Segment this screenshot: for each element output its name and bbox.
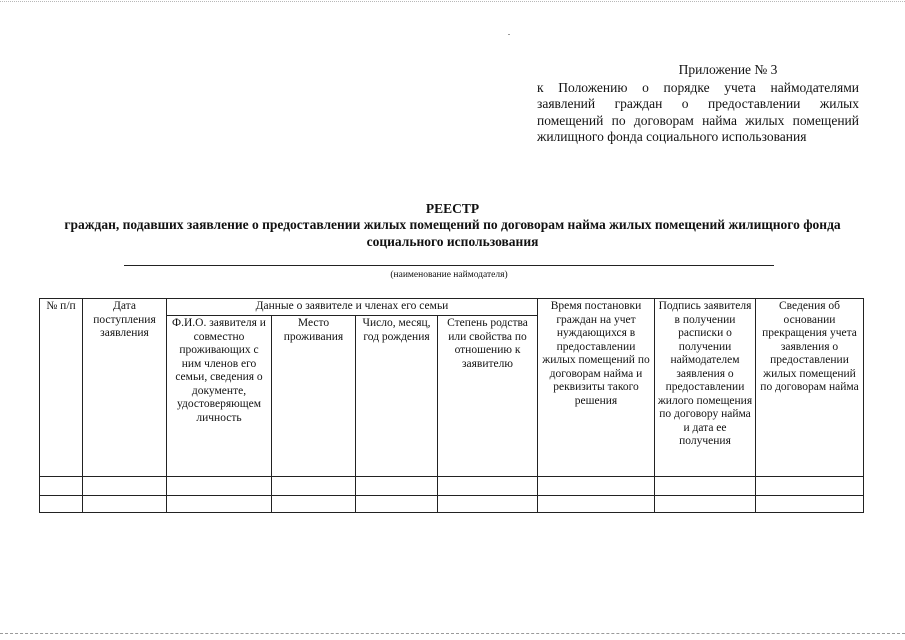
table-cell[interactable] bbox=[356, 496, 438, 513]
header-registration: Время постановки граждан на учет нуждающихся в предоставлении жилых помещений по договорам найма и реквизиты такого решения bbox=[538, 299, 655, 477]
appendix-block bbox=[537, 62, 859, 146]
landlord-name-line bbox=[124, 265, 774, 266]
table-row bbox=[40, 477, 864, 496]
table-cell[interactable] bbox=[655, 477, 756, 496]
landlord-caption: (наименование наймодателя) bbox=[390, 270, 508, 280]
scan-edge-bottom bbox=[0, 633, 905, 636]
table-cell[interactable] bbox=[538, 496, 655, 513]
scan-dot bbox=[508, 34, 510, 35]
table-cell[interactable] bbox=[438, 496, 538, 513]
table-cell[interactable] bbox=[438, 477, 538, 496]
registry-table bbox=[39, 298, 864, 513]
table-cell[interactable] bbox=[756, 477, 864, 496]
header-date: Дата поступления заявления bbox=[83, 299, 167, 477]
scan-edge-top bbox=[0, 1, 905, 4]
table-cell[interactable] bbox=[167, 496, 272, 513]
header-termination: Сведения об основании прекращения учета заявления о предоставлении жилых помещений по договорам найма bbox=[756, 299, 864, 477]
table-cell[interactable] bbox=[756, 496, 864, 513]
table-cell[interactable] bbox=[272, 496, 356, 513]
header-relation: Степень родства или свойства по отношению к заявителю bbox=[438, 316, 538, 477]
registry-title: РЕЕСТР bbox=[425, 201, 480, 216]
table-cell[interactable] bbox=[83, 477, 167, 496]
table-cell[interactable] bbox=[272, 477, 356, 496]
table-cell[interactable] bbox=[655, 496, 756, 513]
table-cell[interactable] bbox=[83, 496, 167, 513]
table-cell[interactable] bbox=[538, 477, 655, 496]
appendix-title: Приложение № 3 bbox=[678, 62, 778, 77]
header-applicant-group: Данные о заявителе и членах его семьи bbox=[167, 299, 538, 316]
table-cell[interactable] bbox=[40, 496, 83, 513]
table-cell[interactable] bbox=[40, 477, 83, 496]
registry-subtitle: граждан, подавших заявление о предоставлении жилых помещений по договорам найма жилых помещений жилищного фонда социального использования bbox=[64, 217, 841, 249]
header-fio: Ф.И.О. заявителя и совместно проживающих с ним членов его семьи, сведения о документе, удостоверяющем личность bbox=[167, 316, 272, 477]
header-number: № п/п bbox=[40, 299, 83, 477]
table-header-row bbox=[40, 299, 864, 316]
header-birth-date: Число, месяц, год рождения bbox=[356, 316, 438, 477]
header-signature: Подпись заявителя в получении расписки о получении наймодателем заявления о предоставлении жилого помещения по договору найма и дата ее получения bbox=[655, 299, 756, 477]
table-cell[interactable] bbox=[167, 477, 272, 496]
table-row bbox=[40, 496, 864, 513]
table-cell[interactable] bbox=[356, 477, 438, 496]
header-residence: Место проживания bbox=[272, 316, 356, 477]
appendix-body: к Положению о порядке учета наймодателями заявлений граждан о предоставлении жилых помещений по договорам найма жилых помещений жилищного фонда социального использования bbox=[537, 79, 859, 144]
